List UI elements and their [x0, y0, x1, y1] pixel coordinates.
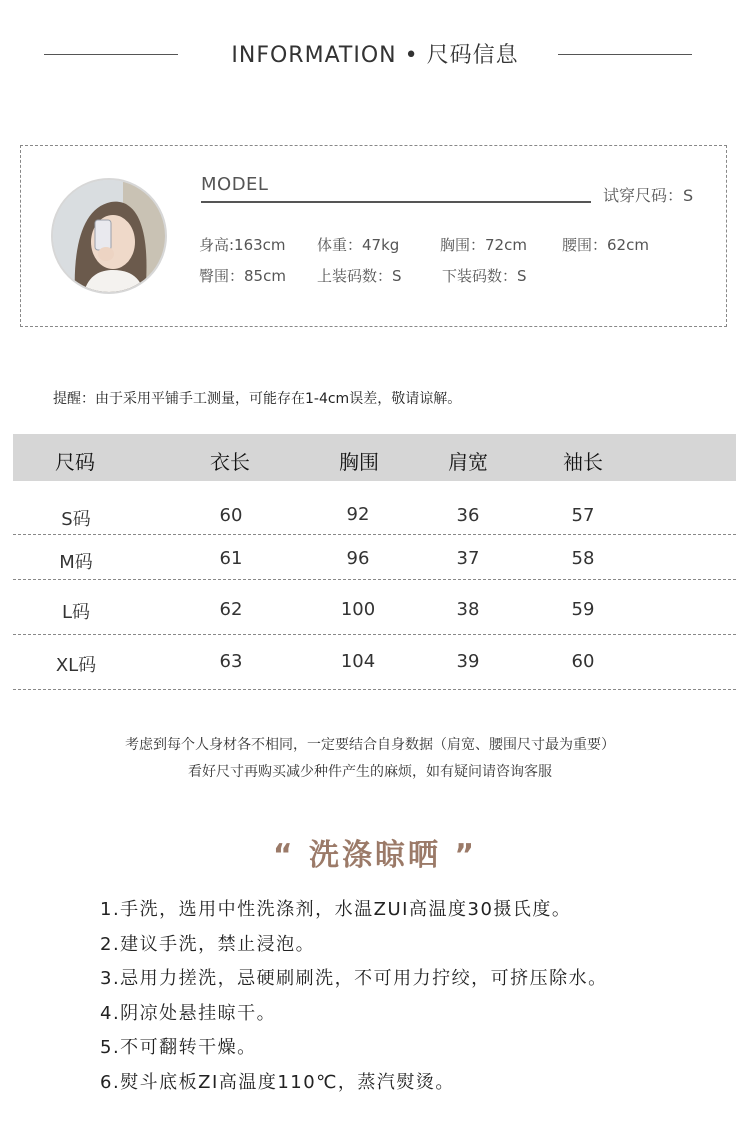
cell-sleeve: 57: [571, 505, 595, 526]
size-table-header: [13, 434, 736, 481]
cell-chest: 96: [346, 548, 370, 569]
model-waist: 腰围：62cm: [562, 236, 649, 254]
cell-chest: 92: [346, 504, 370, 525]
cell-shoulder: 39: [456, 651, 480, 672]
cell-shoulder: 37: [456, 548, 480, 569]
list-item: 4.阴凉处悬挂晾干。: [100, 1002, 277, 1024]
model-bottom-size: 下装码数：S: [442, 267, 527, 285]
list-item: 6.熨斗底板ZI高温度110℃，蒸汽熨烫。: [100, 1071, 455, 1093]
size-note-2: 看好尺寸再购买减少种件产生的麻烦，如有疑问请咨询客服: [188, 764, 552, 780]
washing-title: “ 洗涤晾晒 ”: [272, 838, 478, 873]
model-underline: [201, 201, 591, 203]
table-row: [13, 636, 736, 690]
cell-chest: 100: [340, 599, 376, 620]
cell-size: M码: [59, 552, 93, 573]
cell-size: L码: [61, 602, 91, 623]
col-header-length: 衣长: [210, 450, 250, 474]
cell-length: 61: [219, 548, 243, 569]
cell-length: 60: [219, 505, 243, 526]
cell-chest: 104: [340, 651, 376, 672]
size-note-1: 考虑到每个人身材各不相同，一定要结合自身数据（肩宽、腰围尺寸最为重要）: [125, 737, 615, 753]
col-header-sleeve: 袖长: [563, 450, 603, 474]
model-bust: 胸围：72cm: [440, 236, 527, 254]
list-item: 5.不可翻转干燥。: [100, 1037, 257, 1058]
cell-shoulder: 36: [456, 505, 480, 526]
cell-sleeve: 58: [571, 548, 595, 569]
list-item: 2.建议手洗，禁止浸泡。: [100, 933, 316, 955]
model-info-card: [20, 145, 727, 327]
try-size: 试穿尺码：S: [603, 186, 694, 205]
col-header-size: 尺码: [55, 450, 95, 474]
model-weight: 体重：47kg: [317, 236, 400, 254]
col-header-shoulder: 肩宽: [448, 450, 488, 474]
cell-length: 62: [219, 599, 243, 620]
measurement-tip: 提醒：由于采用平铺手工测量，可能存在1-4cm误差，敬请谅解。: [53, 391, 462, 407]
cell-shoulder: 38: [456, 599, 480, 620]
table-row: [13, 536, 736, 580]
model-label: MODEL: [201, 174, 269, 195]
model-height: 身高:163cm: [199, 236, 286, 254]
cell-size: XL码: [55, 655, 97, 676]
cell-sleeve: 60: [571, 651, 595, 672]
model-avatar: [51, 178, 167, 294]
cell-size: S码: [61, 509, 91, 530]
table-row: [13, 481, 736, 535]
header-divider-right: [558, 54, 692, 55]
washing-instructions: [100, 897, 608, 1104]
col-header-chest: 胸围: [339, 450, 379, 474]
model-top-size: 上装码数：S: [317, 267, 402, 285]
list-item: 1.手洗，选用中性洗涤剂，水温ZUI高温度30摄氏度。: [100, 899, 572, 920]
cell-sleeve: 59: [571, 599, 595, 620]
page-title: INFORMATION • 尺码信息: [231, 43, 519, 68]
model-hip: 臀围：85cm: [199, 267, 286, 285]
list-item: 3.忌用力搓洗，忌硬刷刷洗，不可用力拧绞，可挤压除水。: [100, 968, 608, 989]
table-row: [13, 581, 736, 635]
model-photo: [53, 180, 167, 294]
cell-length: 63: [219, 651, 243, 672]
